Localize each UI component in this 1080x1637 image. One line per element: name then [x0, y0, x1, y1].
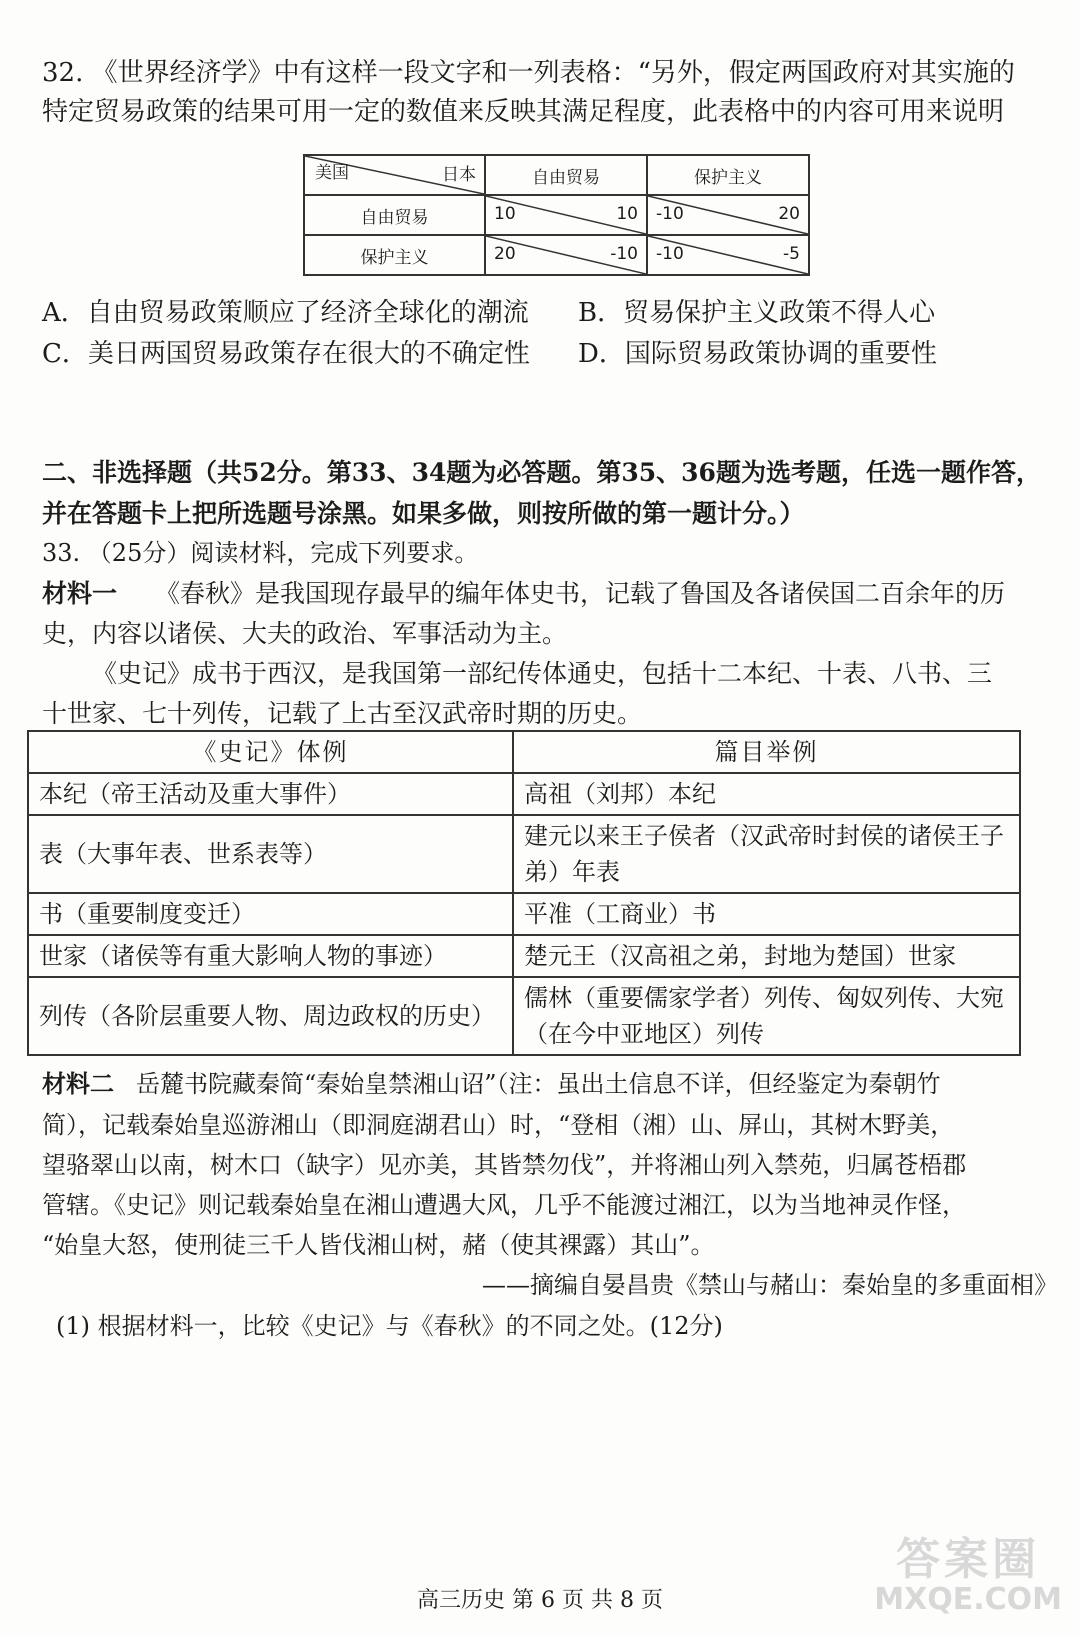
row-label-free-trade: 自由贸易 [304, 195, 485, 235]
option-d: D．国际贸易政策协调的重要性 [578, 339, 937, 369]
payoff-usa: 20 [494, 244, 516, 264]
source-citation: ——摘编自晏昌贵《禁山与赭山：秦始皇的多重面相》 [482, 1271, 1058, 1299]
payoff-cell [647, 195, 809, 235]
payoff-usa: 10 [494, 204, 516, 224]
shiji-structure-table [27, 730, 1021, 1056]
material2-text: 岳麓书院藏秦简“秦始皇禁湘山诏”（注：虽出土信息不详，但经鉴定为秦朝竹 [136, 1070, 941, 1098]
option-a: A．自由贸易政策顺应了经济全球化的潮流 [42, 298, 529, 328]
table-cell: 楚元王（汉高祖之弟，封地为楚国）世家 [513, 935, 1020, 977]
material1-line3: 《史记》成书于西汉，是我国第一部纪传体通史，包括十二本纪、十表、八书、三 [92, 659, 993, 688]
q33-intro: 33. （25分）阅读材料，完成下列要求。 [42, 539, 479, 567]
q32-line2: 特定贸易政策的结果可用一定的数值来反映其满足程度，此表格中的内容可用来说明 [42, 97, 1005, 127]
col-header-free-trade: 自由贸易 [485, 155, 647, 195]
q32-line1: 32. 《世界经济学》中有这样一段文字和一列表格：“另外，假定两国政府对其实施的 [42, 58, 1015, 88]
table-row [28, 935, 1020, 977]
section2-heading-line1: 二、非选择题（共52分。第33、34题为必答题。第35、36题为选考题，任选一题作答， [42, 458, 1041, 487]
col-header-protectionism: 保护主义 [647, 155, 809, 195]
material2-line1 [42, 1067, 941, 1101]
payoff-usa: -10 [656, 244, 684, 264]
sub-question-1: (1) 根据材料一，比较《史记》与《春秋》的不同之处。(12分) [56, 1312, 723, 1340]
section2-heading-line2: 并在答题卡上把所选题号涂黑。如果多做，则按所做的第一题计分。） [42, 499, 805, 528]
corner-usa: 美国 [315, 163, 349, 183]
table-row [28, 773, 1020, 815]
watermark-logo [874, 1535, 1062, 1615]
material2-line4: 管辖。《史记》则记载秦始皇在湘山遭遇大风，几乎不能渡过湘江，以为当地神灵作怪， [42, 1191, 966, 1219]
payoff-cell [647, 235, 809, 275]
option-c: C．美日两国贸易政策存在很大的不确定性 [42, 339, 530, 369]
payoff-japan: -5 [783, 244, 800, 264]
table-cell: 列传（各阶层重要人物、周边政权的历史） [28, 977, 513, 1055]
payoff-cell [485, 235, 647, 275]
watermark-text: 答案圈 [896, 1534, 1041, 1585]
table-cell: 平准（工商业）书 [513, 893, 1020, 935]
payoff-matrix [303, 154, 810, 276]
material1-line2: 史，内容以诸侯、大夫的政治、军事活动为主。 [42, 619, 568, 648]
material2-line2: 简），记载秦始皇巡游湘山（即洞庭湖君山）时，“登相（湘）山、屏山，其树木野美， [42, 1111, 955, 1139]
material2-line3: 望骆翠山以南，树木口（缺字）见亦美，其皆禁勿伐”，并将湘山列入禁苑，归属苍梧郡 [42, 1151, 967, 1179]
table-header: 篇目举例 [513, 731, 1020, 773]
table-cell: 表（大事年表、世系表等） [28, 815, 513, 893]
matrix-corner-cell [304, 155, 485, 195]
payoff-japan: -10 [610, 244, 638, 264]
option-b: B．贸易保护主义政策不得人心 [578, 298, 936, 328]
table-cell: 世家（诸侯等有重大影响人物的事迹） [28, 935, 513, 977]
table-cell: 书（重要制度变迁） [28, 893, 513, 935]
page-footer: 高三历史 第 6 页 共 8 页 [417, 1588, 663, 1613]
table-row [28, 893, 1020, 935]
material2-label: 材料二 [42, 1069, 114, 1098]
table-cell: 高祖（刘邦）本纪 [513, 773, 1020, 815]
payoff-cell [485, 195, 647, 235]
table-row [28, 977, 1020, 1055]
corner-japan: 日本 [442, 165, 476, 185]
table-cell: 本纪（帝王活动及重大事件） [28, 773, 513, 815]
payoff-usa: -10 [656, 204, 684, 224]
material2-line5: “始皇大怒，使刑徒三千人皆伐湘山树，赭（使其裸露）其山”。 [42, 1231, 715, 1259]
material1-label: 材料一 [42, 579, 118, 608]
material1-line4: 十世家、七十列传，记载了上古至汉武帝时期的历史。 [42, 699, 643, 728]
row-label-protectionism: 保护主义 [304, 235, 485, 275]
table-row [28, 815, 1020, 893]
payoff-japan: 10 [616, 204, 638, 224]
table-cell: 儒林（重要儒家学者）列传、匈奴列传、大宛（在今中亚地区）列传 [513, 977, 1020, 1055]
watermark-url: MXQE.COM [874, 1582, 1062, 1617]
payoff-japan: 20 [778, 204, 800, 224]
material1-text: 《春秋》是我国现存最早的编年体史书，记载了鲁国及各诸侯国二百余年的历 [155, 579, 1006, 608]
table-cell: 建元以来王子侯者（汉武帝时封侯的诸侯王子弟）年表 [513, 815, 1020, 893]
material1-line1 [42, 577, 1005, 611]
table-header: 《史记》体例 [28, 731, 513, 773]
